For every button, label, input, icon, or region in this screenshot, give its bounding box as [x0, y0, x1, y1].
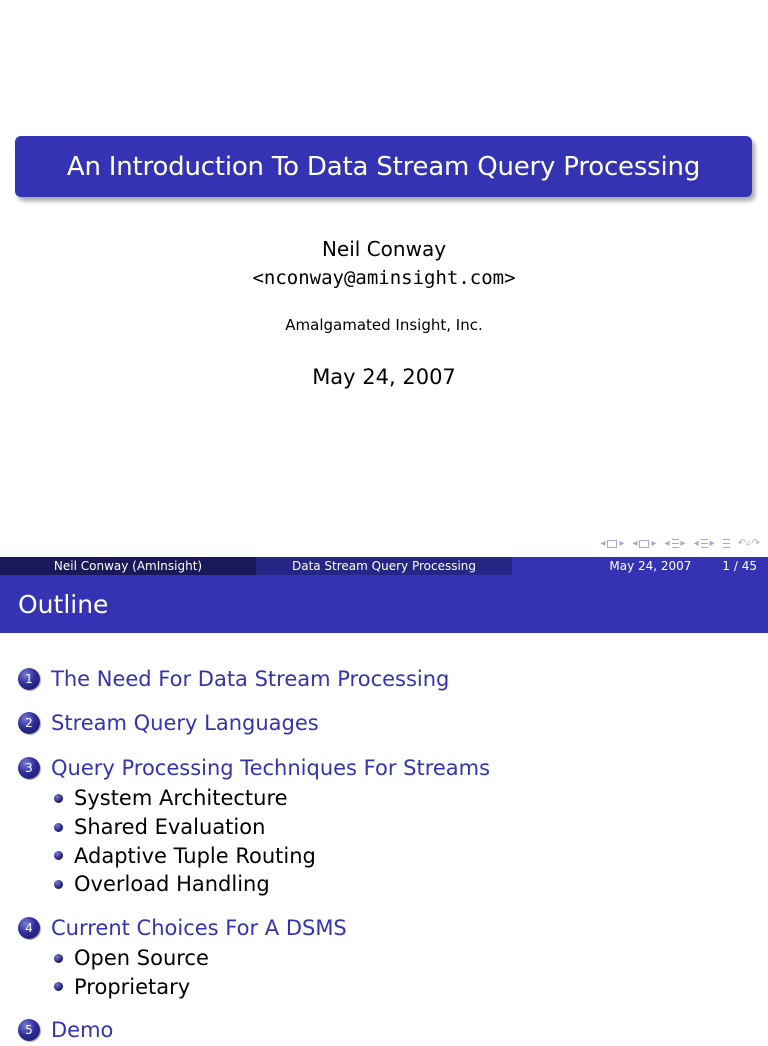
table-of-contents — [0, 663, 768, 1046]
toc-subsection[interactable] — [54, 972, 768, 1001]
bullet-icon — [54, 880, 63, 889]
toc-subsection[interactable] — [54, 870, 768, 899]
toc-section — [18, 752, 768, 899]
toc-section — [18, 663, 768, 695]
author-email: <nconway@aminsight.com> — [252, 267, 516, 289]
section-number-ball: 5 — [18, 1019, 40, 1041]
toc-section-link[interactable]: Demo — [51, 1018, 114, 1043]
nav-slide-icon[interactable]: ◂ ▸ — [600, 538, 625, 549]
toc-subsection-link[interactable]: System Architecture — [74, 786, 288, 811]
nav-frame-icon[interactable]: ◂ ▸ — [632, 538, 657, 549]
institute: Amalgamated Insight, Inc. — [285, 316, 483, 334]
toc-subsection[interactable] — [54, 841, 768, 870]
section-number-ball: 3 — [18, 757, 40, 779]
toc-section-link[interactable]: Query Processing Techniques For Streams — [51, 756, 491, 780]
footer-title: Data Stream Query Processing — [256, 557, 512, 575]
toc-subsection-link[interactable]: Shared Evaluation — [74, 815, 266, 840]
author-name: Neil Conway — [321, 237, 447, 261]
frame-title: Outline — [18, 589, 109, 619]
toc-subsection[interactable] — [54, 784, 768, 813]
bullet-icon — [54, 954, 63, 963]
presentation-title: An Introduction To Data Stream Query Processing — [66, 151, 701, 182]
title-box — [15, 136, 752, 197]
toc-section-link[interactable]: Stream Query Languages — [51, 711, 319, 735]
bullet-icon — [54, 794, 63, 803]
toc-section — [18, 707, 768, 739]
toc-section-link[interactable]: The Need For Data Stream Processing — [51, 667, 450, 691]
section-number-ball: 2 — [18, 712, 40, 734]
footer-date-page — [512, 557, 768, 575]
toc-subsection-link[interactable]: Adaptive Tuple Routing — [74, 843, 316, 868]
section-number-ball: 1 — [18, 668, 40, 690]
footer-author: Neil Conway (AmInsight) — [0, 557, 256, 575]
bullet-icon — [54, 823, 63, 832]
page-number: 1 / 45 — [722, 559, 757, 573]
section-number-ball: 4 — [18, 917, 40, 939]
nav-document-icon[interactable] — [723, 539, 730, 548]
toc-section — [18, 912, 768, 1001]
footline — [0, 557, 768, 575]
toc-section-link[interactable]: Current Choices For A DSMS — [51, 915, 347, 940]
toc-subsection-link[interactable]: Open Source — [74, 946, 209, 971]
toc-section — [18, 1014, 768, 1046]
presentation-date: May 24, 2007 — [312, 365, 456, 389]
footer-date: May 24, 2007 — [609, 559, 692, 573]
bullet-icon — [54, 982, 63, 991]
toc-subsection-link[interactable]: Overload Handling — [74, 872, 270, 897]
frame-title-bar — [0, 575, 768, 633]
toc-subsection[interactable] — [54, 944, 768, 973]
nav-section-icon[interactable]: ◂ ▸ — [693, 538, 715, 549]
nav-subsection-icon[interactable]: ◂ ▸ — [664, 538, 686, 549]
navigation-symbols — [600, 538, 760, 549]
bullet-icon — [54, 851, 63, 860]
toc-subsection-link[interactable]: Proprietary — [74, 974, 191, 999]
toc-subsection[interactable] — [54, 813, 768, 842]
nav-search-icon[interactable]: ↶⌕↷ — [737, 538, 760, 549]
